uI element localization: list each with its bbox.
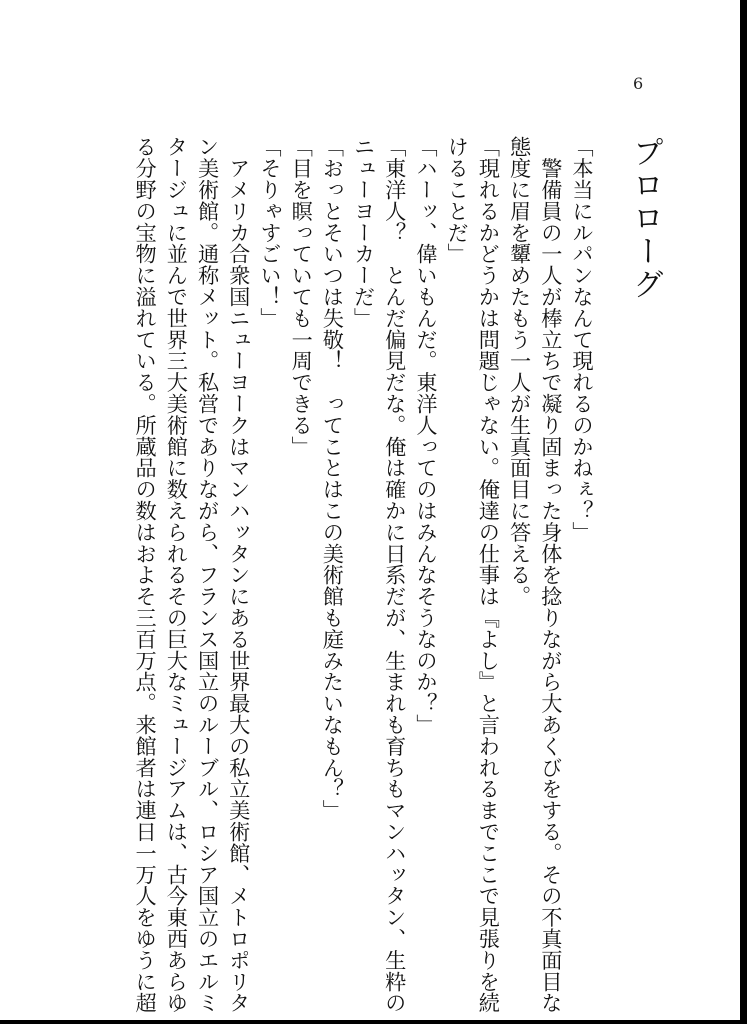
text-line: 「おっとそいつは失敬！ ってことはこの美術館も庭みたいなもん？」 [320,136,346,821]
vertical-text-block [130,136,663,1014]
text-line: アメリカ合衆国ニューヨークはマンハッタンにある世界最大の私立美術館、メトロポリタ [226,136,252,1014]
text-line: る分野の宝物に溢れている。所蔵品の数はおよそ三百万点。来館者は連日一万人をゆうに超 [133,136,159,1014]
text-line: 「東洋人？ とんだ偏見だな。俺は確かに日系だが、生まれも育ちもマンハッタン、生粋の [382,136,408,1014]
text-line: 「ハーッ、偉いもんだ。東洋人ってのはみんなそうなのか？」 [413,136,439,736]
text-line: タージュに並んで世界三大美術館に数えられるその巨大なミュージアムは、古今東西あらゆ [164,136,190,1014]
text-line: 態度に眉を顰めたもう一人が生真面目に答える。 [507,136,533,607]
text-line: 「現れるかどうかは問題じゃない。俺達の仕事は『よし』と言われるまでここで見張りを続 [476,136,502,1014]
text-line: 警備員の一人が棒立ちで凝り固まった身体を捻りながら大あくびをする。その不真面目な [538,136,564,1014]
page-number: 6 [633,74,644,93]
text-line: けることだ」 [445,136,471,265]
text-line: 「そりゃすごい！」 [257,136,283,329]
text-line: ン美術館。通称メット。私営でありながら、フランス国立のルーブル、ロシア国立のエルミ [195,136,221,1014]
text-line: 「目を瞑っていても一周できる」 [289,136,315,457]
chapter-title: プロローグ [627,136,663,301]
text-line: 「本当にルパンなんて現れるのかねぇ？」 [570,136,595,543]
text-line: ニューヨーカーだ」 [351,136,377,329]
